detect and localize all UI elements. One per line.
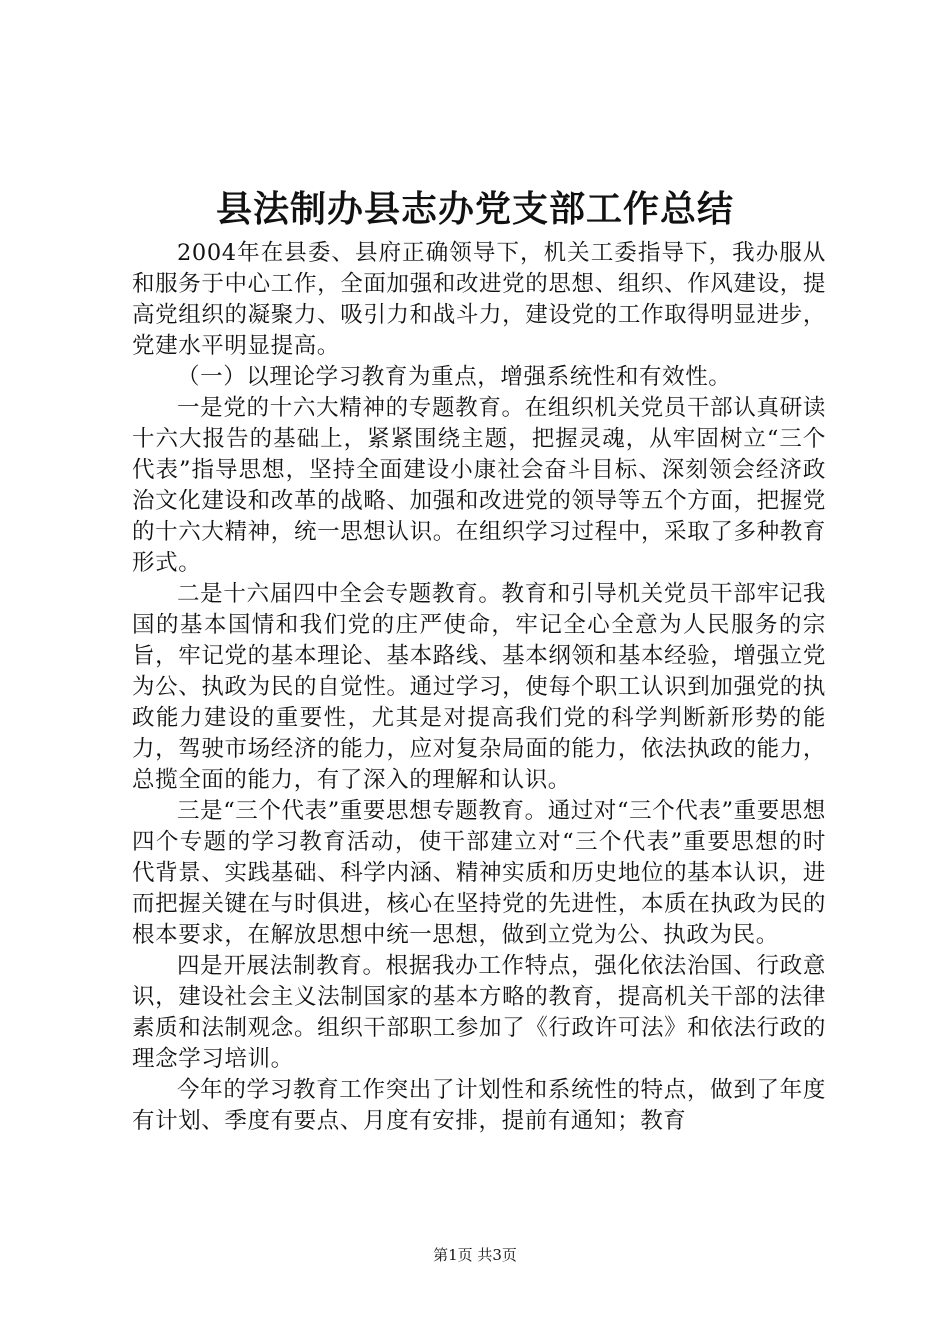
paragraph-item-2: 二是十六届四中全会专题教育。教育和引导机关党员干部牢记我国的基本国情和我们党的庄严使命，牢记全心全意为人民服务的宗旨，牢记党的基本理论、基本路线、基本纲领和基本经验，增强立党为公、执政为民的自觉性。通过学习，使每个职工认识到加强党的执政能力建设的重要性，尤其是对提高我们党的科学判断新形势的能力，驾驶市场经济的能力，应对复杂局面的能力，依法执政的能力，总揽全面的能力，有了深入的理解和认识。 (132, 581, 826, 793)
paragraph-item-3: 三是“三个代表”重要思想专题教育。通过对“三个代表”重要思想四个专题的学习教育活动，使干部建立对“三个代表”重要思想的时代背景、实践基础、科学内涵、精神实质和历史地位的基本认识，进而把握关键在与时俱进，核心在坚持党的先进性，本质在执政为民的根本要求，在解放思想中统一思想，做到立党为公、执政为民。 (132, 798, 827, 948)
paragraph-summary: 今年的学习教育工作突出了计划性和系统性的特点，做到了年度有计划、季度有要点、月度有安排，提前有通知；教育 (132, 1077, 826, 1134)
document-title: 县法制办县志办党支部工作总结 (215, 189, 734, 230)
paragraph-section-heading: （一）以理论学习教育为重点，增强系统性和有效性。 (177, 364, 732, 390)
page-footer: 第1页 共3页 (433, 1246, 517, 1264)
paragraph-item-4: 四是开展法制教育。根据我办工作特点，强化依法治国、行政意识，建设社会主义法制国家的基本方略的教育，提高机关干部的法律素质和法制观念。组织干部职工参加了《行政许可法》和依法行政的理念学习培训。 (132, 953, 826, 1072)
paragraph-item-1: 一是党的十六大精神的专题教育。在组织机关党员干部认真研读十六大报告的基础上，紧紧围绕主题，把握灵魂，从牢固树立“三个代表”指导思想，坚持全面建设小康社会奋斗目标、深刻领会经济政治文化建设和改革的战略、加强和改进党的领导等五个方面，把握党的十六大精神，统一思想认识。在组织学习过程中，采取了多种教育形式。 (132, 395, 826, 576)
paragraph-intro: 2004年在县委、县府正确领导下，机关工委指导下，我办服从和服务于中心工作，全面加强和改进党的思想、组织、作风建设，提高党组织的凝聚力、吸引力和战斗力，建设党的工作取得明显进步，党建水平明显提高。 (132, 240, 826, 359)
document-body (132, 238, 826, 1137)
